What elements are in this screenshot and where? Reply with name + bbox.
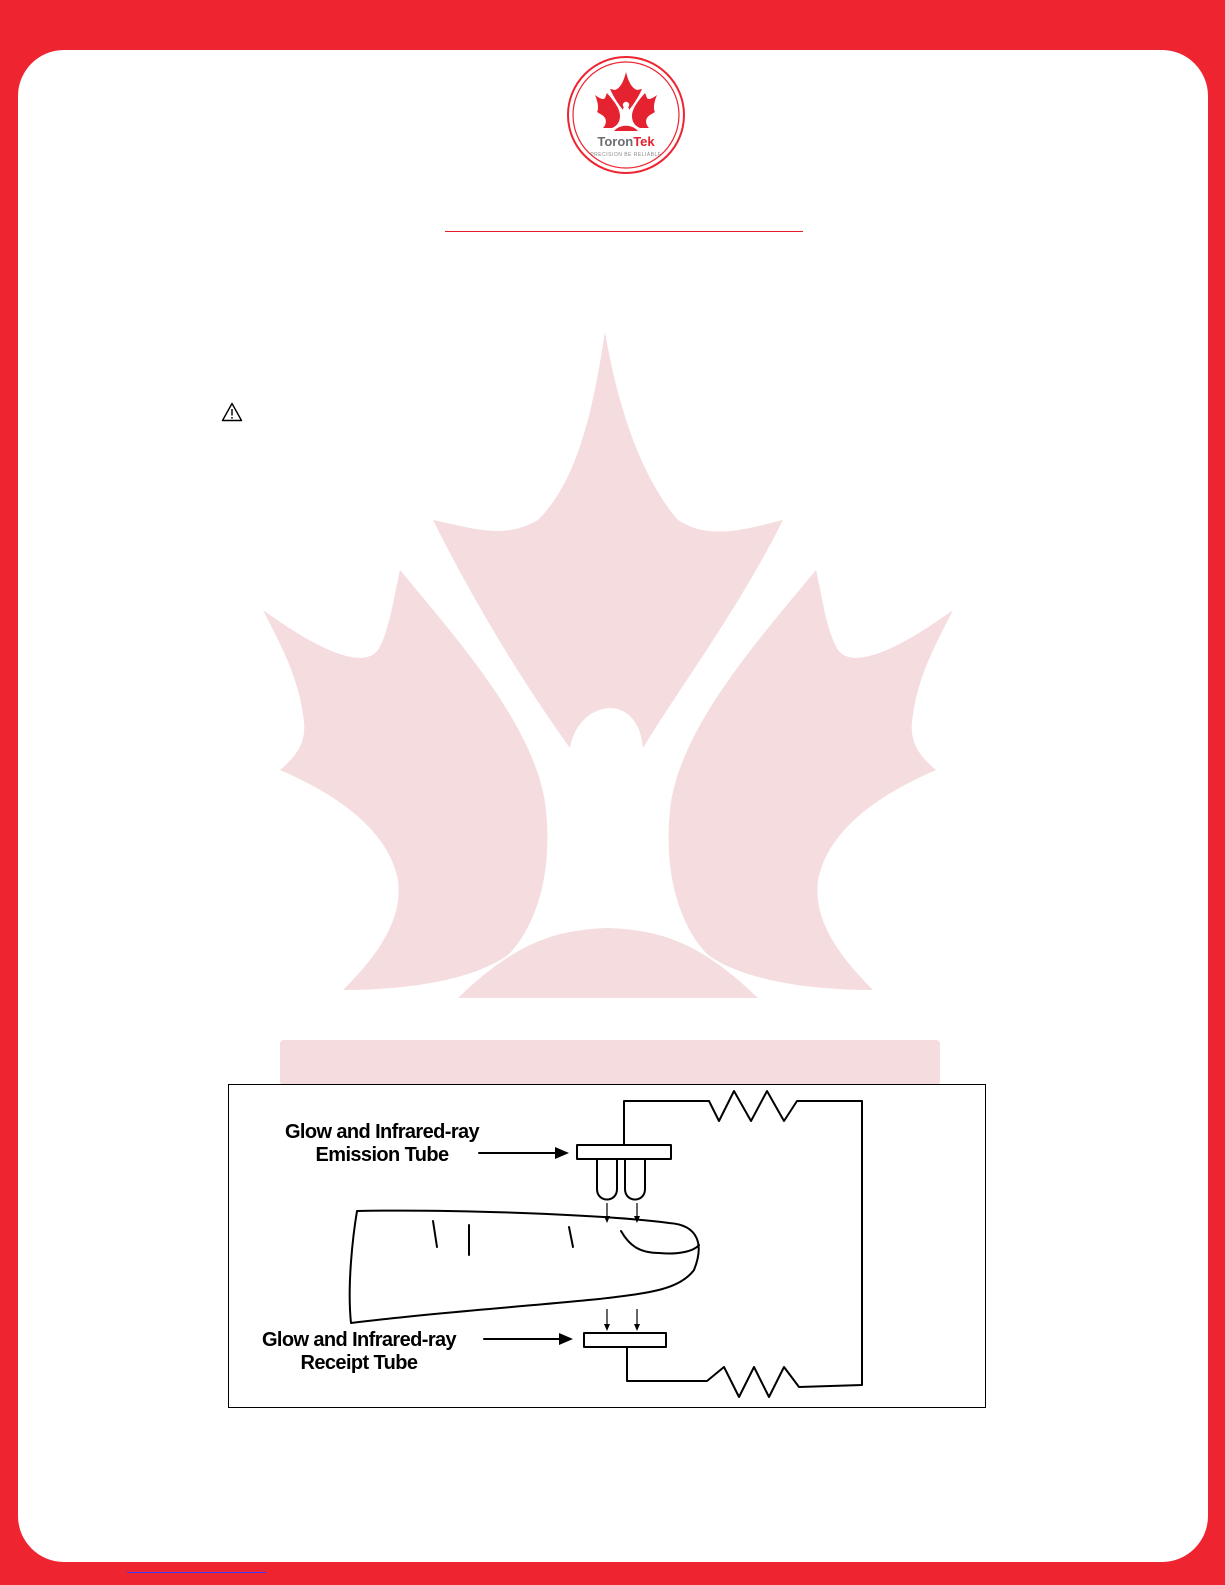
heading-underline [445, 231, 803, 232]
logo-tagline: PRECISION BE RELIABLE [590, 152, 662, 158]
emission-label-line1: Glow and Infrared-ray [284, 1121, 480, 1143]
receipt-label-line2: Receipt Tube [300, 1352, 418, 1374]
finger-sensor-diagram [228, 1084, 986, 1408]
led-right [625, 1159, 645, 1200]
logo-wordmark-part1: Toron [597, 134, 634, 149]
receipt-label [239, 1329, 479, 1375]
logo-wordmark [567, 134, 685, 149]
finger-outline [350, 1211, 699, 1323]
led-left [597, 1159, 617, 1200]
warning-triangle-icon [221, 402, 243, 422]
receipt-label-line1: Glow and Infrared-ray [261, 1329, 457, 1351]
emission-tube-bar [577, 1145, 671, 1159]
top-wire [624, 1091, 862, 1397]
logo-wordmark-part2: Tek [633, 134, 655, 149]
toron-tek-logo [567, 56, 685, 174]
document-page [18, 50, 1208, 1562]
receipt-tube-bar [584, 1333, 666, 1347]
footer-link-underline[interactable] [127, 1572, 266, 1573]
emission-label [267, 1121, 497, 1167]
finger-nail [621, 1231, 699, 1254]
emission-label-line2: Emission Tube [315, 1144, 449, 1166]
